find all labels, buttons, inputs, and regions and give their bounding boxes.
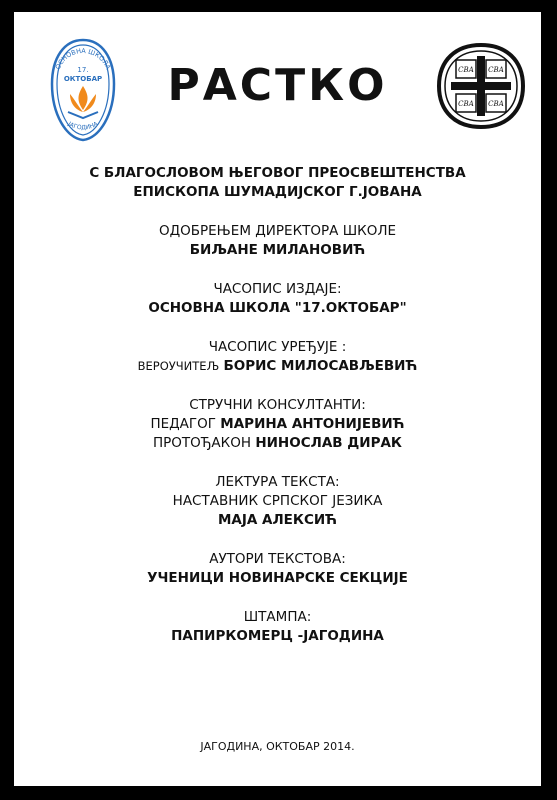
consultant-1-name: МАРИНА АНТОНИЈЕВИЋ <box>220 416 405 432</box>
print-name: ПАПИРКОМЕРЦ -ЈАГОДИНА <box>171 628 384 644</box>
proofreading-name: МАЈА АЛЕКСИЋ <box>217 512 338 528</box>
seal-monogram-3: СВА <box>458 100 474 108</box>
seal-monogram-1: СВА <box>458 66 474 74</box>
proofreading-role: НАСТАВНИК СРПСКОГ ЈЕЗИКА <box>172 493 383 509</box>
publisher-name: ОСНОВНА ШКОЛА "17.ОКТОБАР" <box>148 300 407 316</box>
approval-name: БИЉАНЕ МИЛАНОВИЋ <box>189 242 366 258</box>
editor-label: ЧАСОПИС УРЕЂУЈЕ : <box>208 339 347 355</box>
authors-label: АУТОРИ ТЕКСТОВА: <box>209 551 346 567</box>
blessing-line-1: С БЛАГОСЛОВОМ ЊЕГОВОГ ПРЕОСВЕШТЕНСТВА <box>89 165 466 181</box>
editor-line <box>14 357 541 376</box>
editor-name: БОРИС МИЛОСАВЉЕВИЋ <box>223 358 418 374</box>
place-date: ЈАГОДИНА, ОКТОБАР 2014. <box>200 740 355 753</box>
blessing-line-2: ЕПИСКОПА ШУМАДИЈСКОГ Г.ЈОВАНА <box>133 184 422 200</box>
approval-label: ОДОБРЕЊЕМ ДИРЕКТОРА ШКОЛЕ <box>158 223 397 239</box>
consultant-2-role: ПРОТОЂАКОН <box>153 435 252 451</box>
authors-name: УЧЕНИЦИ НОВИНАРСКЕ СЕКЦИЈЕ <box>147 570 408 586</box>
editor-role: ВЕРОУЧИТЕЉ <box>137 359 220 373</box>
church-seal <box>436 42 526 130</box>
logo-text-top: ОСНОВНА ШКОЛА <box>53 46 113 71</box>
consultant-1-role: ПЕДАГОГ <box>150 416 216 432</box>
seal-monogram-4: СВА <box>488 100 504 108</box>
logo-name: ОКТОБАР <box>63 75 103 83</box>
print-label: ШТАМПА: <box>243 609 312 625</box>
publisher-label: ЧАСОПИС ИЗДАЈЕ: <box>213 281 342 297</box>
consultants-label: СТРУЧНИ КОНСУЛТАНТИ: <box>189 397 366 413</box>
consultant-2-name: НИНОСЛАВ ДИРАК <box>255 435 402 451</box>
logo-number: 17. <box>77 66 89 74</box>
seal-monogram-2: СВА <box>488 66 504 74</box>
proofreading-label: ЛЕКТУРА ТЕКСТА: <box>215 474 340 490</box>
page-title: РАСТКО <box>167 60 388 111</box>
consultant-2 <box>14 434 541 453</box>
page-sheet <box>14 12 541 786</box>
credits-block <box>14 164 541 646</box>
logo-text-bottom: ЈАГОДИНА <box>66 120 100 132</box>
consultant-1 <box>14 415 541 434</box>
